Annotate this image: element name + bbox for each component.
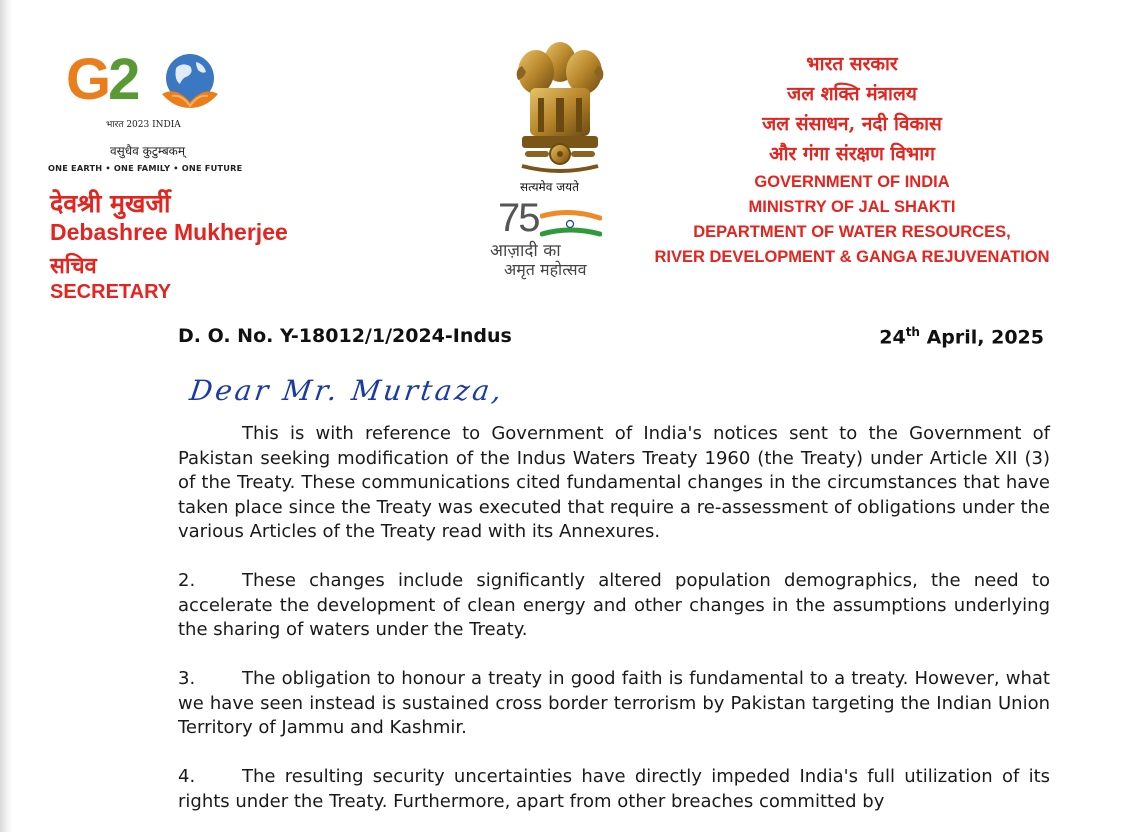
ministry-hindi-line-1: भारत सरकार	[806, 53, 898, 75]
secretary-title-hindi: सचिव	[50, 254, 97, 279]
salutation: Dear Mr. Murtaza,	[187, 374, 507, 407]
date-day: 24	[879, 326, 906, 349]
paragraph-1-text: This is with reference to Government of India's notices sent to the Government of Pakistan seeking modification of the Indus Waters Treaty 1960 (the Treaty) under Article XII (3) of the Treaty. These communications cited fundamental changes in the circumstances that have taken place since the Treaty was executed that require a re-assessment of obligations under the various Articles of the Treaty read with its Annexures.	[178, 423, 1050, 542]
secretary-name-english: Debashree Mukherjee	[50, 219, 288, 245]
page-edge	[0, 0, 12, 832]
paragraph-2	[178, 569, 1050, 643]
globe-lotus-icon	[158, 50, 222, 114]
emblem-motto: सत्यमेव जयते	[520, 180, 579, 194]
paragraph-3-text: The obligation to honour a treaty in good faith is fundamental to a treaty. However, what we have seen instead is sustained cross border terrorism by Pakistan targeting the Indian Union Territory of Jammu and Kashmir.	[178, 668, 1050, 738]
ashoka-emblem-icon	[508, 36, 612, 176]
paragraph-2-number: 2.	[178, 570, 196, 591]
ministry-english-line-4: RIVER DEVELOPMENT & GANGA REJUVENATION	[654, 248, 1050, 266]
g20-logo	[48, 46, 252, 178]
g20-sub: भारत 2023 INDIA	[106, 120, 181, 130]
g20-motto: वसुधैव कुटुम्बकम्	[110, 144, 186, 158]
tricolour-flag-icon	[540, 208, 602, 238]
reference-number: D. O. No. Y-18012/1/2024-Indus	[178, 325, 512, 347]
secretary-name-hindi: देवश्री मुखर्जी	[50, 189, 171, 218]
ministry-hindi-line-4: और गंगा संरक्षण विभाग	[769, 143, 935, 165]
paragraph-4	[178, 765, 1050, 814]
secretary-title-english: SECRETARY	[50, 281, 172, 303]
paragraph-3	[178, 667, 1050, 741]
aka-line2: अमृत महोत्सव	[504, 260, 587, 279]
ministry-english-line-2: MINISTRY OF JAL SHAKTI	[748, 198, 956, 216]
paragraph-4-text: The resulting security uncertainties have directly impeded India's full utilization of its rights under the Treaty. Furthermore, apart from other breaches committed by	[178, 766, 1050, 812]
aka-line1: आज़ादी का	[490, 241, 561, 261]
g20-tagline: ONE EARTH • ONE FAMILY • ONE FUTURE	[48, 163, 243, 173]
letter-body	[178, 422, 1050, 839]
azadi-ka-amrit-mahotsav-logo	[484, 196, 624, 286]
date-rest: April, 2025	[919, 326, 1044, 349]
paragraph-4-number: 4.	[178, 766, 196, 787]
ministry-english-line-3: DEPARTMENT OF WATER RESOURCES,	[693, 223, 1011, 241]
aka-number: 75	[498, 196, 539, 240]
paragraph-3-number: 3.	[178, 668, 196, 689]
ministry-hindi-line-3: जल संसाधन, नदी विकास	[762, 113, 942, 135]
ministry-english-line-1: GOVERNMENT OF INDIA	[754, 173, 950, 191]
date-suffix: th	[905, 325, 920, 339]
letter-date	[879, 325, 1044, 348]
paragraph-1	[178, 422, 1050, 545]
paragraph-2-text: These changes include significantly altered population demographics, the need to accelerate the development of clean energy and other changes in the assumptions underlying the sharing of waters under the Treaty.	[178, 570, 1050, 640]
ministry-hindi-line-2: जल शक्ति मंत्रालय	[787, 83, 917, 105]
g20-logo-text: G2	[66, 47, 138, 112]
